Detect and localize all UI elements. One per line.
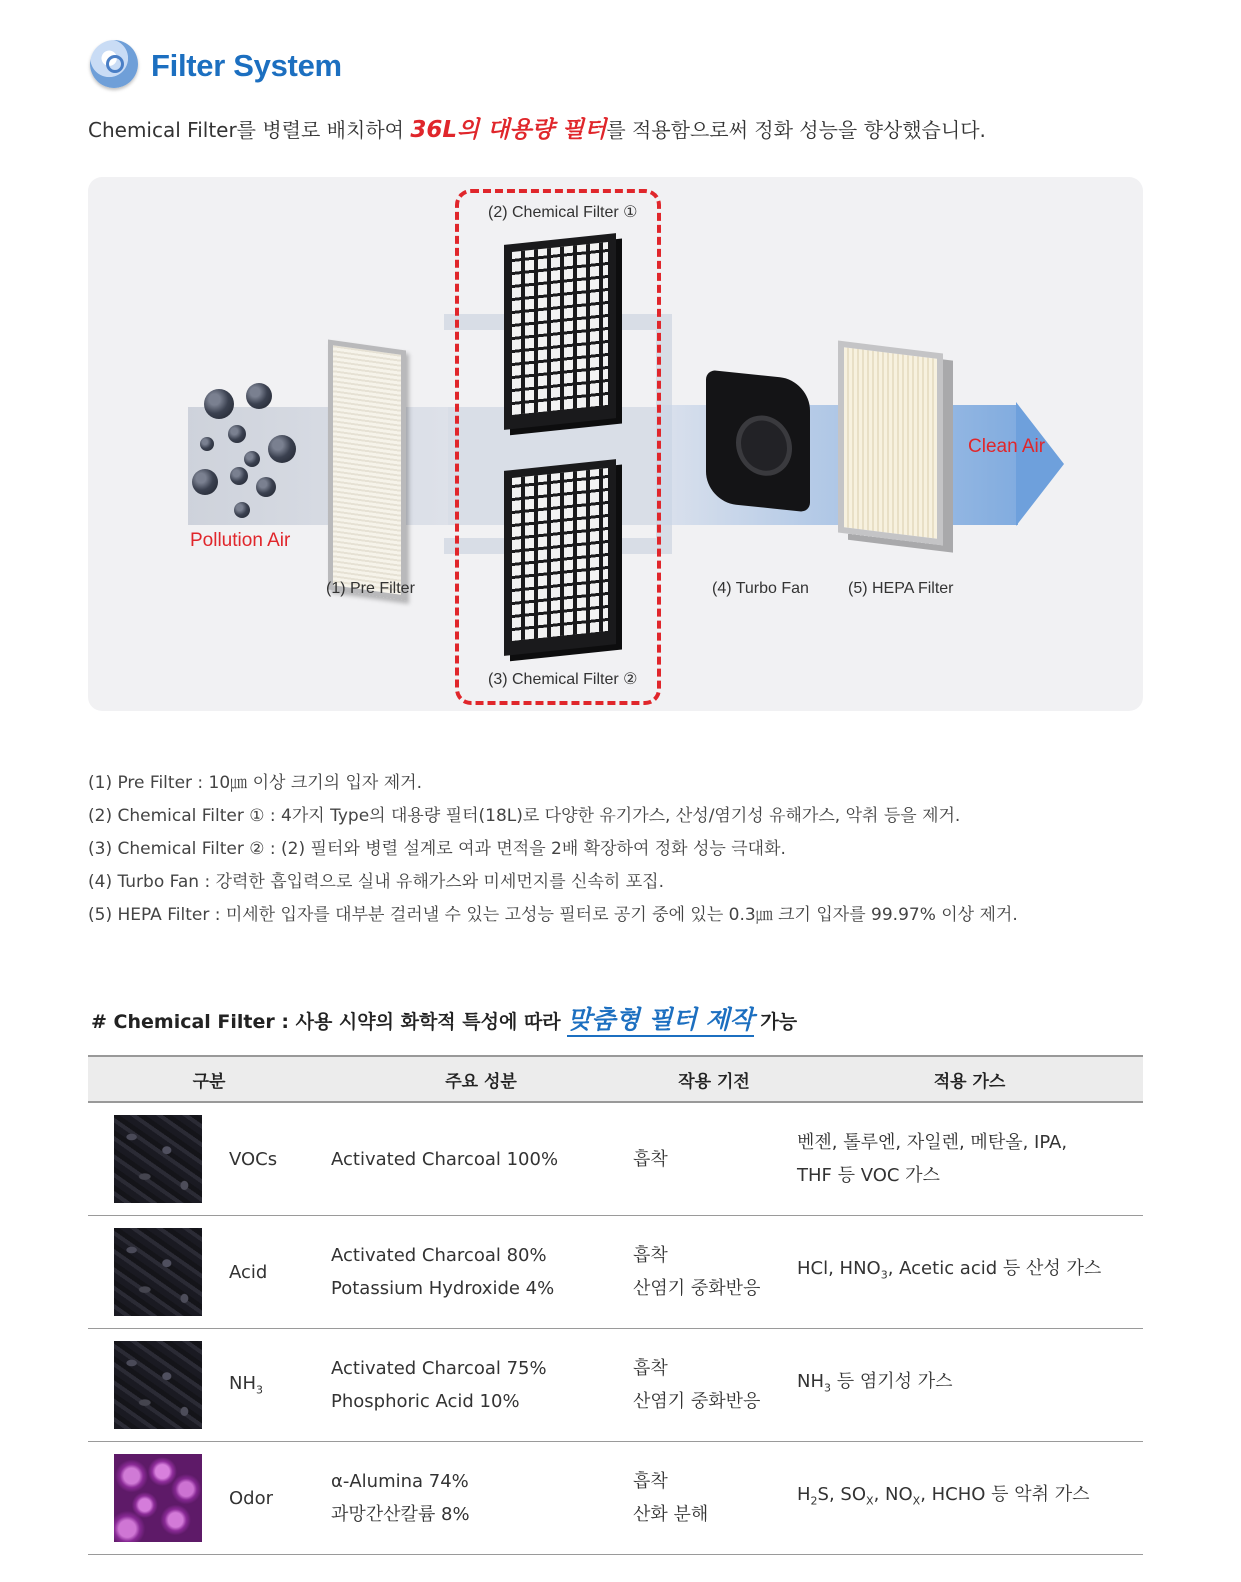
mechanism-line: 흡착 [633,1148,668,1170]
gas-subscript: 3 [880,1268,888,1282]
label-chemical-filter-2: (3) Chemical Filter ② [488,671,638,688]
pollution-particle [268,435,296,463]
row-target-gas [796,1329,1143,1442]
pollution-particle [192,469,218,495]
row-composition [330,1442,632,1555]
pollution-particle [228,425,246,443]
section-before: # Chemical Filter : 사용 시약의 화학적 특성에 따라 [91,1011,568,1033]
gas-line: 벤젠, 톨루엔, 자일렌, 메탄올, IPA, [797,1132,1068,1153]
table-row [88,1102,1143,1216]
header-category: 구분 [88,1056,330,1102]
composition-line: Activated Charcoal 100% [331,1148,559,1170]
row-mechanism [632,1102,796,1216]
gas-text: H [797,1484,811,1506]
note-turbo-fan: (4) Turbo Fan : 강력한 흡입력으로 실내 유해가스와 미세먼지를 신속히 포집. [88,872,664,892]
gas-subscript: X [912,1494,921,1508]
note-pre-filter: (1) Pre Filter : 10㎛ 이상 크기의 입자 제거. [88,773,423,793]
mechanism-line: 흡착 [633,1358,668,1379]
composition-line: Phosphoric Acid 10% [331,1391,520,1412]
gas-subscript: X [866,1494,874,1508]
mechanism-line: 흡착 [633,1245,668,1266]
table-row [88,1329,1143,1442]
row-composition [330,1216,632,1329]
mechanism-line: 흡착 [633,1471,668,1492]
pollution-particle [244,451,260,467]
gas-subscript: 2 [810,1494,818,1508]
pollution-particle [200,437,214,451]
gas-text: S, SO [817,1484,867,1506]
gas-line: THF 등 VOC 가스 [797,1165,940,1186]
pollution-particle [234,502,250,518]
note-chemical-filter-1: (2) Chemical Filter ① : 4가지 Type의 대용량 필터(18L)로 다양한 유기가스, 산성/염기성 유해가스, 악취 등을 제거. [88,806,961,826]
label-chemical-filter-1: (2) Chemical Filter ① [488,204,638,221]
composition-line: Activated Charcoal 80% [331,1245,547,1266]
row-mechanism [632,1442,796,1555]
pollution-particle [256,477,276,497]
row-composition [330,1329,632,1442]
gas-text: , HCHO 등 악취 가스 [920,1484,1090,1506]
chemical-filter-table [88,1055,1143,1555]
section-highlight: 맞춤형 필터 제작 [567,1005,753,1037]
row-type [228,1329,330,1442]
row-target-gas [796,1442,1143,1555]
type-subscript: 3 [256,1383,263,1397]
label-pre-filter: (1) Pre Filter [326,580,415,597]
section-heading [91,1000,797,1036]
alumina-bead-image [114,1454,202,1542]
row-mechanism [632,1216,796,1329]
parallel-filter-highlight-box [455,189,661,705]
composition-line: α-Alumina 74% [331,1471,469,1492]
gas-text: 등 염기성 가스 [831,1371,953,1393]
charcoal-pellet-image [114,1115,202,1203]
mechanism-line: 산염기 중화반응 [633,1278,761,1299]
header-composition: 주요 성분 [330,1056,632,1102]
mechanism-line: 산염기 중화반응 [633,1391,761,1412]
header-target-gas: 적용 가스 [796,1056,1143,1102]
intro-text [88,111,986,144]
pollution-particle [246,383,272,409]
row-target-gas [796,1216,1143,1329]
table-header-row [88,1056,1143,1102]
row-type: VOCs [228,1102,330,1216]
gas-text: HCl, HNO [797,1258,881,1280]
table-row [88,1442,1143,1555]
row-composition [330,1102,632,1216]
header-mechanism: 작용 기전 [632,1056,796,1102]
gas-text: , Acetic acid 등 산성 가스 [887,1258,1102,1280]
pre-filter-image [328,340,406,601]
gas-subscript: 3 [824,1381,831,1395]
intro-before: Chemical Filter를 병렬로 배치하여 [88,118,411,142]
page-title: Filter System [151,48,342,83]
gas-text: , NO [873,1484,913,1506]
composition-line: Potassium Hydroxide 4% [331,1278,555,1299]
pollution-particle [204,389,234,419]
label-hepa-filter: (5) HEPA Filter [848,580,954,597]
type-text: NH [229,1373,256,1395]
hepa-filter-image [838,341,943,546]
note-chemical-filter-2: (3) Chemical Filter ② : (2) 필터와 병렬 설계로 여과 면적을 2배 확장하여 정화 성능 극대화. [88,839,786,859]
label-turbo-fan: (4) Turbo Fan [712,580,809,597]
mechanism-line: 산화 분해 [633,1504,709,1525]
charcoal-pellet-image [114,1228,202,1316]
row-mechanism [632,1329,796,1442]
intro-highlight: 36L의 대용량 필터 [410,117,607,143]
intro-after: 를 적용함으로써 정화 성능을 향상했습니다. [606,118,986,142]
section-after: 가능 [753,1011,798,1033]
filter-diagram [88,177,1143,711]
row-type: Acid [228,1216,330,1329]
turbo-fan-image [706,370,810,513]
airflow-band-left [188,407,448,525]
row-type: Odor [228,1442,330,1555]
charcoal-pellet-image [114,1341,202,1429]
table-row [88,1216,1143,1329]
gas-text: NH [797,1371,824,1393]
composition-line: 과망간산칼륨 8% [331,1504,470,1525]
filter-system-logo-icon [90,40,138,88]
clean-air-arrow-icon [1016,402,1064,526]
pollution-particle [230,467,248,485]
composition-line: Activated Charcoal 75% [331,1358,547,1379]
note-hepa-filter: (5) HEPA Filter : 미세한 입자를 대부분 걸러낼 수 있는 고성능 필터로 공기 중에 있는 0.3㎛ 크기 입자를 99.97% 이상 제거. [88,905,1018,925]
row-target-gas [796,1102,1143,1216]
label-pollution-air: Pollution Air [190,530,291,551]
label-clean-air: Clean Air [968,436,1046,457]
